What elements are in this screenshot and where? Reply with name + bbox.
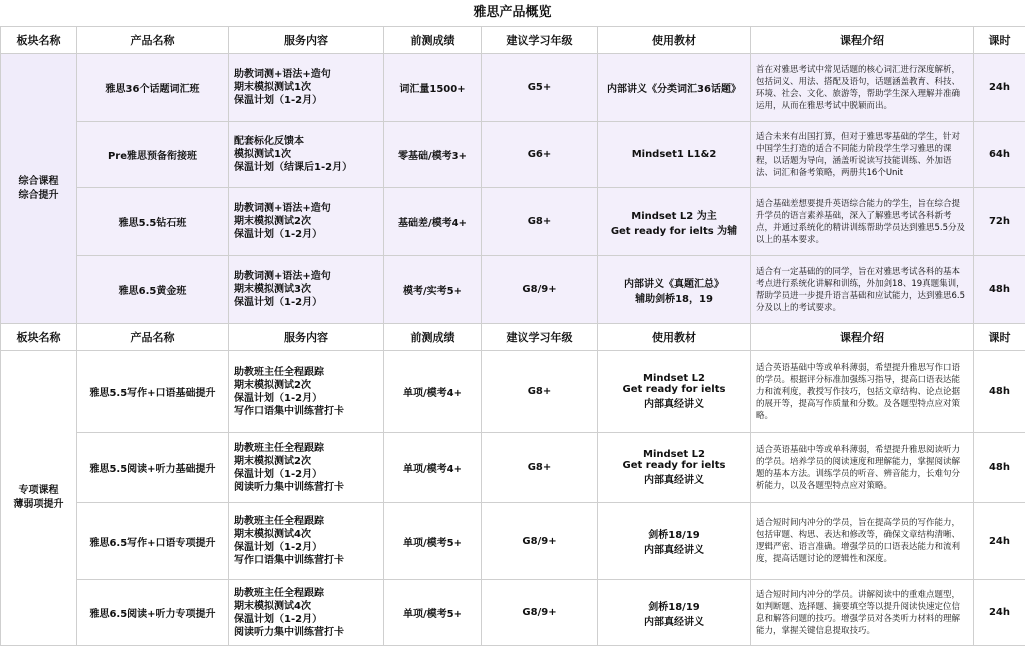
hours-cell: 72h xyxy=(974,188,1025,256)
grade-cell: G5+ xyxy=(482,54,598,122)
service-cell: 助教词测+语法+造句 期末模拟测试2次 保温计划（1-2月） xyxy=(229,188,384,256)
intro-cell: 适合英语基础中等或单科薄弱，希望提升雅思写作口语的学员。根据评分标准加强练习指导，提高口语表达能力和流利度，教授写作技巧，包括文章结构、论点论据的展开等，提高写作质量和分数。及各题型特点应对策略。 xyxy=(751,351,974,433)
header-cell: 课程介绍 xyxy=(751,27,974,54)
grade-cell: G8+ xyxy=(482,188,598,256)
hours-cell: 24h xyxy=(974,503,1025,580)
header-cell: 板块名称 xyxy=(1,324,77,351)
material-cell: Mindset L2 为主 Get ready for ielts 为辅 xyxy=(598,188,751,256)
product-name: 雅思5.5写作+口语基础提升 xyxy=(77,351,229,433)
table-row xyxy=(1,580,1025,646)
service-cell: 配套标化反馈本 模拟测试1次 保温计划（结课后1-2月） xyxy=(229,122,384,188)
hours-cell: 48h xyxy=(974,351,1025,433)
intro-cell: 适合英语基础中等或单科薄弱，希望提升雅思阅读听力的学员。培养学员的阅读速度和理解能力，掌握阅读解题的基本方法。训练学员的听音、辨音能力，长难句分析能力，以及各题型特点应对策略。 xyxy=(751,433,974,503)
service-cell: 助教词测+语法+造句 期末模拟测试1次 保温计划（1-2月） xyxy=(229,54,384,122)
pretest-cell: 词汇量1500+ xyxy=(384,54,482,122)
table-row xyxy=(1,54,1025,122)
material-cell: 剑桥18/19 内部真经讲义 xyxy=(598,503,751,580)
pretest-cell: 单项/模考5+ xyxy=(384,580,482,646)
material-cell: Mindset1 L1&2 xyxy=(598,122,751,188)
header-cell: 前测成绩 xyxy=(384,27,482,54)
grade-cell: G8/9+ xyxy=(482,503,598,580)
pretest-cell: 零基础/模考3+ xyxy=(384,122,482,188)
table-row xyxy=(1,256,1025,324)
service-cell: 助教班主任全程跟踪 期末模拟测试2次 保温计划（1-2月） 阅读听力集中训练营打卡 xyxy=(229,433,384,503)
material-cell: 内部讲义《分类词汇36话题》 xyxy=(598,54,751,122)
pretest-cell: 单项/模考4+ xyxy=(384,351,482,433)
table-row xyxy=(1,351,1025,433)
product-name: 雅思36个话题词汇班 xyxy=(77,54,229,122)
pretest-cell: 单项/模考5+ xyxy=(384,503,482,580)
product-name: 雅思6.5阅读+听力专项提升 xyxy=(77,580,229,646)
product-table xyxy=(0,26,1025,646)
product-name: 雅思5.5阅读+听力基础提升 xyxy=(77,433,229,503)
header-cell: 服务内容 xyxy=(229,324,384,351)
grade-cell: G8/9+ xyxy=(482,256,598,324)
grade-cell: G8+ xyxy=(482,433,598,503)
table-body xyxy=(1,27,1025,646)
header-cell: 产品名称 xyxy=(77,27,229,54)
table-row xyxy=(1,433,1025,503)
section-name-cell: 专项课程 薄弱项提升 xyxy=(1,351,77,646)
service-cell: 助教词测+语法+造句 期末模拟测试3次 保温计划（1-2月） xyxy=(229,256,384,324)
material-cell: 剑桥18/19 内部真经讲义 xyxy=(598,580,751,646)
table-row xyxy=(1,503,1025,580)
header-cell: 使用教材 xyxy=(598,27,751,54)
material-cell: Mindset L2 Get ready for ielts 内部真经讲义 xyxy=(598,433,751,503)
pretest-cell: 模考/实考5+ xyxy=(384,256,482,324)
intro-cell: 首在对雅思考试中常见话题的核心词汇进行深度解析，包括词义、用法、搭配及语句，话题涵盖教育、科技、环境、社会、文化、旅游等，帮助学生深入理解并准确运用，从而在雅思考试中脱颖而出。 xyxy=(751,54,974,122)
header-cell: 建议学习年级 xyxy=(482,324,598,351)
table-row xyxy=(1,188,1025,256)
pretest-cell: 基础差/模考4+ xyxy=(384,188,482,256)
hours-cell: 24h xyxy=(974,580,1025,646)
header-cell: 课时 xyxy=(974,27,1025,54)
service-cell: 助教班主任全程跟踪 期末模拟测试4次 保温计划（1-2月） 阅读听力集中训练营打卡 xyxy=(229,580,384,646)
header-cell: 课时 xyxy=(974,324,1025,351)
pretest-cell: 单项/模考4+ xyxy=(384,433,482,503)
header-cell: 板块名称 xyxy=(1,27,77,54)
product-name: Pre雅思预备衔接班 xyxy=(77,122,229,188)
service-cell: 助教班主任全程跟踪 期末模拟测试2次 保温计划（1-2月） 写作口语集中训练营打卡 xyxy=(229,351,384,433)
intro-cell: 适合基础差想要提升英语综合能力的学生，旨在综合提升学员的语言素养基础，深入了解雅思考试各科新考点，并通过系统化的精讲训练帮助学员达到雅思5.5分及以上的基本要求。 xyxy=(751,188,974,256)
header-cell: 前测成绩 xyxy=(384,324,482,351)
header-cell: 产品名称 xyxy=(77,324,229,351)
grade-cell: G8/9+ xyxy=(482,580,598,646)
hours-cell: 48h xyxy=(974,256,1025,324)
grade-cell: G8+ xyxy=(482,351,598,433)
header-cell: 服务内容 xyxy=(229,27,384,54)
header-row xyxy=(1,27,1025,54)
intro-cell: 适合短时间内冲分的学员，旨在提高学员的写作能力，包括审题、构思、表达和修改等，确保文章结构清晰、逻辑严密、语言准确。增强学员的口语表达能力和流利度，提高话题讨论的逻辑性和深度。 xyxy=(751,503,974,580)
hours-cell: 48h xyxy=(974,433,1025,503)
section-name-cell: 综合课程 综合提升 xyxy=(1,54,77,324)
grade-cell: G6+ xyxy=(482,122,598,188)
product-name: 雅思5.5钻石班 xyxy=(77,188,229,256)
service-cell: 助教班主任全程跟踪 期末模拟测试4次 保温计划（1-2月） 写作口语集中训练营打卡 xyxy=(229,503,384,580)
header-cell: 使用教材 xyxy=(598,324,751,351)
table-row xyxy=(1,122,1025,188)
header-row xyxy=(1,324,1025,351)
intro-cell: 适合有一定基础的的同学，旨在对雅思考试各科的基本考点进行系统化讲解和训练，外加剑18、19真题集训，帮助学员进一步提升语言基础和应试能力，达到雅思6.5分及以上的考试要求。 xyxy=(751,256,974,324)
material-cell: Mindset L2 Get ready for ielts 内部真经讲义 xyxy=(598,351,751,433)
header-cell: 课程介绍 xyxy=(751,324,974,351)
product-name: 雅思6.5写作+口语专项提升 xyxy=(77,503,229,580)
intro-cell: 适合短时间内冲分的学员。讲解阅读中的重难点题型，如判断题、选择题、摘要填空等以提升阅读快速定位信息和解答问题的技巧。增强学员对各类听力材料的理解能力，掌握关键信息提取技巧。 xyxy=(751,580,974,646)
hours-cell: 24h xyxy=(974,54,1025,122)
product-name: 雅思6.5黄金班 xyxy=(77,256,229,324)
hours-cell: 64h xyxy=(974,122,1025,188)
intro-cell: 适合未来有出国打算，但对于雅思零基础的学生，针对中国学生打造的适合不同能力阶段学生学习雅思的课程，以话题为导向，涵盖听说读写技能训练、外加语法、词汇和备考策略，两册共16个Unit xyxy=(751,122,974,188)
page-title: 雅思产品概览 xyxy=(0,0,1025,26)
header-cell: 建议学习年级 xyxy=(482,27,598,54)
material-cell: 内部讲义《真题汇总》 辅助剑桥18，19 xyxy=(598,256,751,324)
